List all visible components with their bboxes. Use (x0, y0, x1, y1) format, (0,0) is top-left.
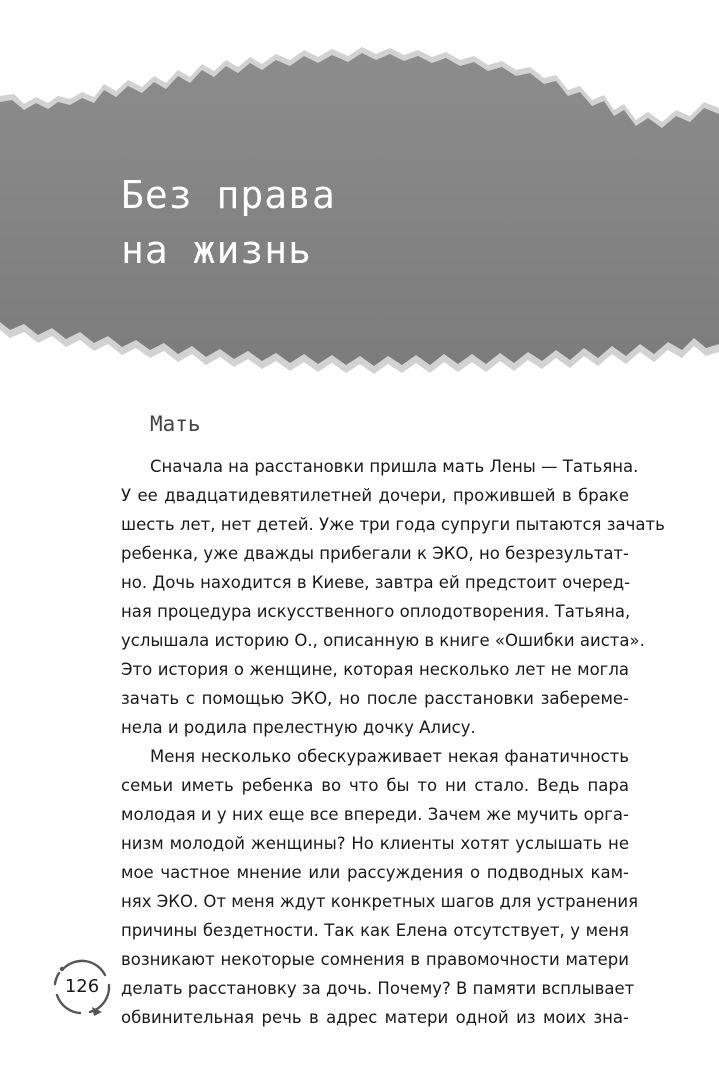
chapter-banner (0, 0, 719, 400)
body-text (121, 452, 665, 1032)
page-number: 126 (64, 976, 100, 997)
text-line: делать расстановку за дочь. Почему? В памяти всплывает (121, 979, 635, 998)
section-heading: Мать (150, 412, 201, 436)
text-line: мое частное мнение или рассуждения о подводных кам- (121, 863, 629, 882)
text-line: Меня несколько обескураживает некая фанатичность (150, 747, 629, 766)
text-line: но. Дочь находится в Киеве, завтра ей предстоит очеред- (121, 573, 631, 592)
text-line: обвинительная речь в адрес матери одной из моих зна- (121, 1008, 629, 1027)
paragraph-1 (121, 452, 665, 742)
text-line: Сначала на расстановки пришла мать Лены — Татьяна. (150, 457, 639, 476)
text-line: возникают некоторые сомнения в правомочности матери (121, 950, 629, 969)
text-line: семьи иметь ребенка во что бы то ни стало. Ведь пара (121, 776, 629, 795)
text-line: шесть лет, нет детей. Уже три года супруги пытаются зачать (121, 515, 665, 534)
text-line: У ее двадцатидевятилетней дочери, прожившей в браке (121, 486, 629, 505)
text-line: услышала историю О., описанную в книге «Ошибки аиста». (121, 631, 645, 650)
text-line: ная процедура искусственного оплодотворения. Татьяна, (121, 602, 631, 621)
paragraph-2 (121, 742, 639, 1032)
text-line: низм молодой женщины? Но клиенты хотят услышать не (121, 834, 629, 853)
text-line: Это история о женщине, которая несколько лет не могла (121, 660, 629, 679)
text-line: причины бездетности. Так как Елена отсутствует, у меня (121, 921, 629, 940)
text-line: ребенка, уже дважды прибегали к ЭКО, но безрезультат- (121, 544, 629, 563)
page-number-badge (50, 955, 114, 1019)
chapter-title-line-1: Без права (121, 173, 336, 217)
text-line: молодая и у них еще все впереди. Зачем же мучить орга- (121, 805, 629, 824)
torn-paper-graphic (0, 0, 719, 400)
text-line: нела и родила прелестную дочку Алису. (121, 718, 476, 737)
text-line: зачать с помощью ЭКО, но после расстановки забереме- (121, 689, 629, 708)
chapter-title-line-2: на жизнь (121, 228, 313, 272)
chapter-title (121, 168, 336, 278)
text-line: нях ЭКО. От меня ждут конкретных шагов для устранения (121, 892, 639, 911)
